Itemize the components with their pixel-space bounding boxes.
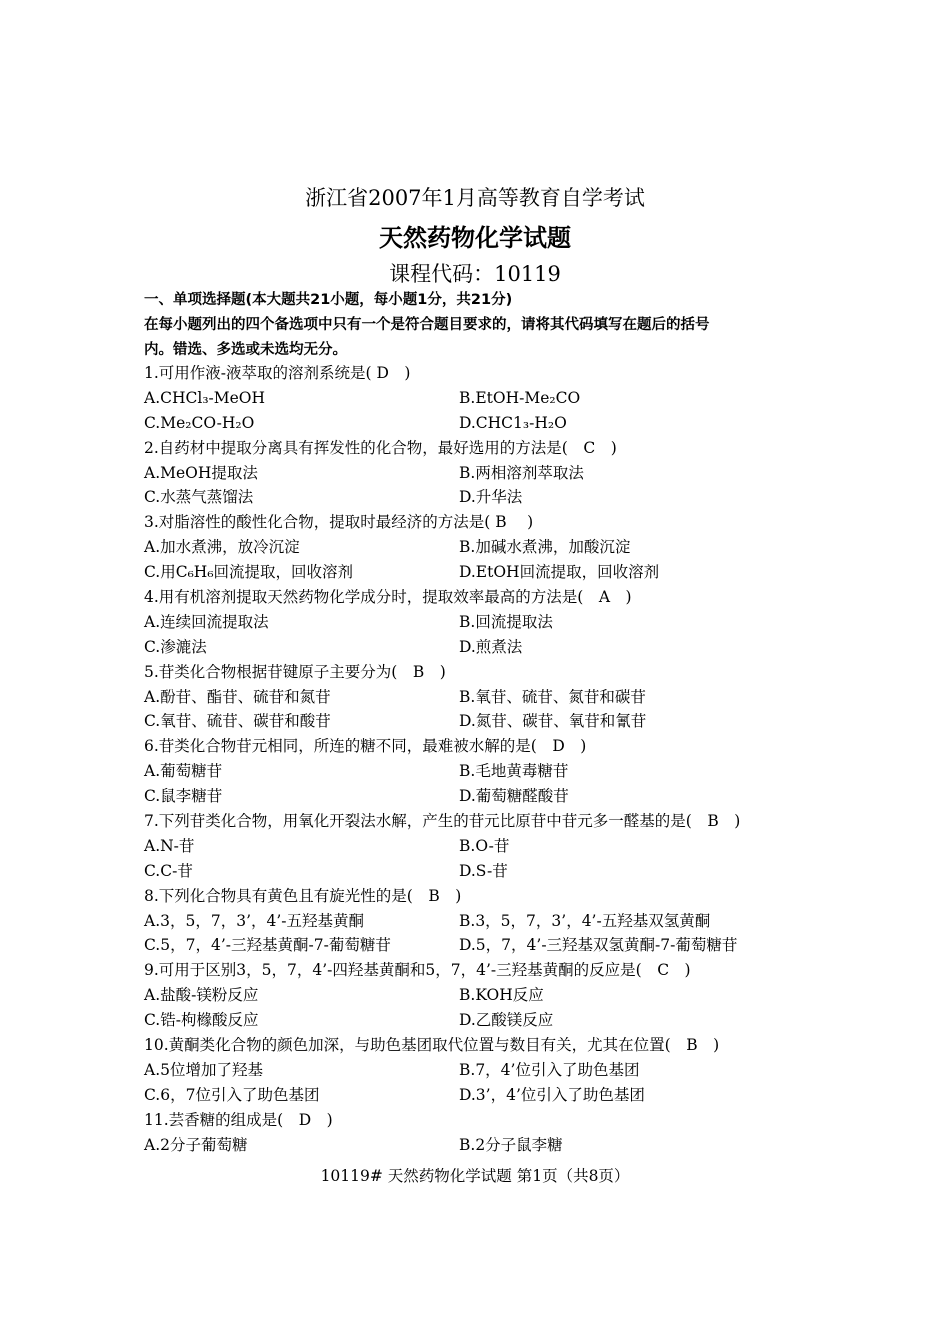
option-a: A.N-苷: [144, 836, 195, 855]
option-row: [144, 485, 844, 510]
option-a: A.加水煮沸，放冷沉淀: [144, 538, 300, 557]
question-stem: 3.对脂溶性的酸性化合物，提取时最经济的方法是( B ): [144, 513, 534, 532]
option-row: [144, 461, 844, 486]
option-row: [144, 1083, 844, 1108]
option-a: A.CHCl₃-MeOH: [144, 388, 266, 407]
option-row: [144, 983, 844, 1008]
option-row: [144, 1058, 844, 1083]
option-d: D.煎煮法: [459, 637, 523, 656]
section-header: [144, 288, 814, 363]
option-row: [144, 535, 844, 560]
question-stem: 7.下列苷类化合物，用氧化开裂法水解，产生的苷元比原苷中苷元多一醛基的是( B ): [144, 812, 741, 831]
option-c: C.水蒸气蒸馏法: [144, 488, 254, 507]
question-stem: 2.自药材中提取分离具有挥发性的化合物，最好选用的方法是( C ): [144, 438, 617, 457]
option-d: D.升华法: [459, 488, 523, 507]
option-d: D.S-苷: [459, 861, 508, 880]
question-stem: 8.下列化合物具有黄色且有旋光性的是( B ): [144, 886, 462, 905]
section-heading: 一、单项选择题(本大题共21小题，每小题1分，共21分): [144, 292, 513, 308]
section-instruction-cont: 内。错选、多选或未选均无分。: [144, 342, 347, 358]
option-b: B.7，4’位引入了助色基团: [459, 1060, 640, 1079]
option-b: B.加碱水煮沸，加酸沉淀: [459, 538, 631, 557]
option-a: A.3，5，7，3’，4’-五羟基黄酮: [144, 911, 365, 930]
question-stem: 6.苷类化合物苷元相同，所连的糖不同，最难被水解的是( D ): [144, 737, 587, 756]
option-c: C.渗漉法: [144, 637, 207, 656]
option-a: A.酚苷、酯苷、硫苷和氮苷: [144, 687, 331, 706]
option-b: B.氧苷、硫苷、氮苷和碳苷: [459, 687, 646, 706]
option-row: [144, 709, 844, 734]
option-d: D.5，7，4’-三羟基双氢黄酮-7-葡萄糖苷: [459, 936, 738, 955]
option-row: [144, 784, 844, 809]
option-c: C.用C₆H₆回流提取，回收溶剂: [144, 563, 354, 582]
option-row: [144, 1008, 844, 1033]
option-d: D.3’，4’位引入了助色基团: [459, 1085, 645, 1104]
option-b: B.O-苷: [459, 836, 510, 855]
option-a: A.5位增加了羟基: [144, 1060, 263, 1079]
option-c: C.氧苷、硫苷、碳苷和酸苷: [144, 712, 331, 731]
question-stem: 10.黄酮类化合物的颜色加深，与助色基团取代位置与数目有关，尤其在位置( B ): [144, 1036, 720, 1055]
option-a: A.连续回流提取法: [144, 612, 269, 631]
option-c: C.5，7，4’-三羟基黄酮-7-葡萄糖苷: [144, 936, 391, 955]
section-instruction: 在每小题列出的四个备选项中只有一个是符合题目要求的，请将其代码填写在题后的括号: [144, 317, 710, 333]
option-d: D.葡萄糖醛酸苷: [459, 787, 569, 806]
option-b: B.2分子鼠李糖: [459, 1135, 563, 1154]
exam-header: 浙江省2007年1月高等教育自学考试: [305, 186, 645, 210]
question-stem: 9.可用于区别3，5，7，4’-四羟基黄酮和5，7，4’-三羟基黄酮的反应是( C ): [144, 961, 691, 980]
option-d: D.CHC1₃-H₂O: [459, 413, 567, 432]
option-a: A.MeOH提取法: [144, 463, 258, 482]
course-code: 课程代码：10119: [389, 262, 561, 286]
option-a: A.盐酸-镁粉反应: [144, 986, 259, 1005]
option-b: B.EtOH-Me₂CO: [459, 388, 581, 407]
option-b: B.回流提取法: [459, 612, 553, 631]
option-b: B.两相溶剂萃取法: [459, 463, 584, 482]
option-c: C.Me₂CO-H₂O: [144, 413, 255, 432]
option-c: C.鼠李糖苷: [144, 787, 223, 806]
page-footer: 10119# 天然药物化学试题 第1页（共8页）: [320, 1167, 630, 1185]
option-row: [144, 411, 844, 436]
question-stem: 4.用有机溶剂提取天然药物化学成分时，提取效率最高的方法是( A ): [144, 588, 632, 607]
option-row: [144, 759, 844, 784]
option-a: A.葡萄糖苷: [144, 762, 223, 781]
option-b: B.KOH反应: [459, 986, 544, 1005]
option-row: [144, 635, 844, 660]
option-row: [144, 859, 844, 884]
option-d: D.氮苷、碳苷、氧苷和氰苷: [459, 712, 647, 731]
option-b: B.3，5，7，3’，4’-五羟基双氢黄酮: [459, 911, 711, 930]
question-stem: 1.可用作液-液萃取的溶剂系统是( D ): [144, 364, 411, 382]
option-row: [144, 909, 844, 934]
option-a: A.2分子葡萄糖: [144, 1135, 248, 1154]
subject-title: 天然药物化学试题: [379, 224, 571, 252]
option-row: [144, 685, 844, 710]
question-stem: 5.苷类化合物根据苷键原子主要分为( B ): [144, 662, 446, 681]
option-row: [144, 834, 844, 859]
option-c: C.锆-枸橼酸反应: [144, 1011, 259, 1030]
option-b: B.毛地黄毒糖苷: [459, 762, 569, 781]
option-row: [144, 610, 844, 635]
option-row: [144, 386, 844, 411]
option-row: [144, 933, 844, 958]
option-d: D.乙酸镁反应: [459, 1011, 554, 1030]
option-c: C.C-苷: [144, 861, 193, 880]
option-c: C.6，7位引入了助色基团: [144, 1085, 320, 1104]
option-row: [144, 560, 844, 585]
option-d: D.EtOH回流提取，回收溶剂: [459, 563, 660, 582]
question-stem: 11.芸香糖的组成是( D ): [144, 1110, 333, 1129]
option-row: [144, 1133, 844, 1158]
question-list: [144, 361, 844, 1158]
